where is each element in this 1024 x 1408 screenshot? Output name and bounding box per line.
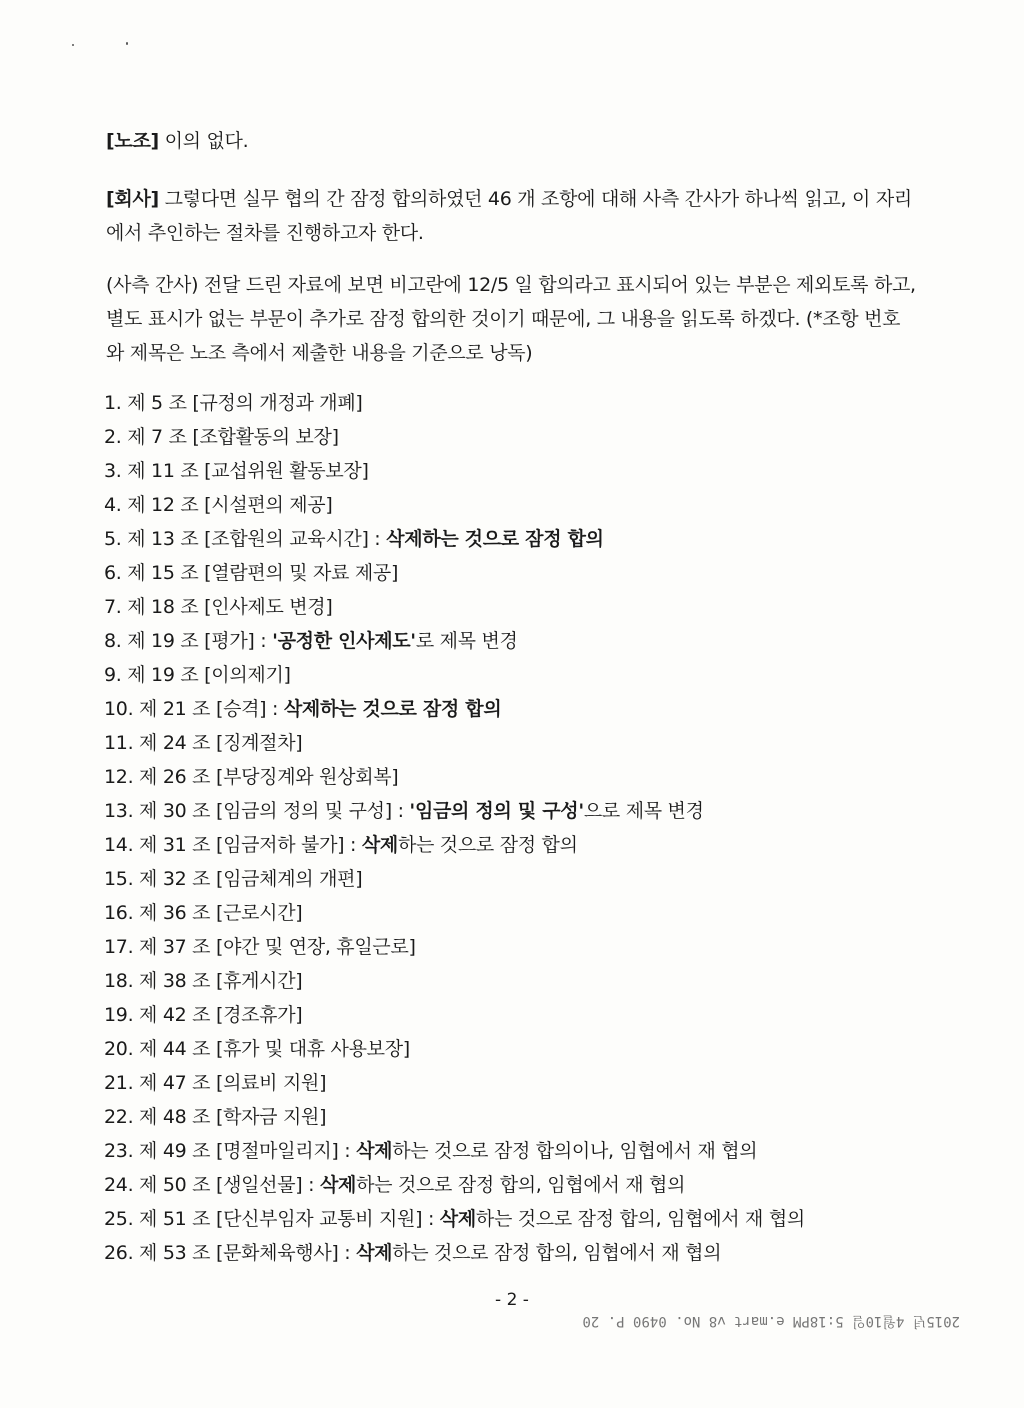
- article-note-bold: '임금의 정의 및 구성': [409, 800, 584, 822]
- article-note: 하는 것으로 잠정 합의, 임협에서 재 협의: [392, 1242, 722, 1264]
- list-item: [104, 760, 924, 794]
- article-label: 24. 제 50 조 [생일선물] :: [104, 1174, 320, 1196]
- article-label: 12. 제 26 조 [부당징계와 원상회복]: [104, 766, 399, 788]
- article-label: 1. 제 5 조 [규정의 개정과 개폐]: [104, 392, 363, 414]
- article-label: 16. 제 36 조 [근로시간]: [104, 902, 303, 924]
- list-item: [104, 828, 924, 862]
- list-item: [104, 1236, 924, 1270]
- list-item: [104, 896, 924, 930]
- list-item: [104, 1066, 924, 1100]
- article-note: 하는 것으로 잠정 합의이나, 임협에서 재 협의: [392, 1140, 758, 1162]
- article-note-bold: 삭제: [439, 1208, 476, 1230]
- article-label: 7. 제 18 조 [인사제도 변경]: [104, 596, 333, 618]
- list-item: [104, 658, 924, 692]
- article-label: 17. 제 37 조 [야간 및 연장, 휴일근로]: [104, 936, 416, 958]
- article-note-bold: 삭제: [356, 1140, 393, 1162]
- article-note-bold: 삭제: [319, 1174, 357, 1196]
- list-item: [104, 692, 924, 726]
- article-label: 14. 제 31 조 [임금저하 불가] :: [104, 834, 362, 856]
- list-item: [104, 1168, 924, 1202]
- page-number: - 2 -: [495, 1290, 529, 1310]
- list-item: [104, 964, 924, 998]
- article-note-bold: 삭제: [361, 834, 398, 856]
- list-item: [104, 1134, 924, 1168]
- list-item: [104, 454, 924, 488]
- list-item: [104, 862, 924, 896]
- scan-speck: [72, 44, 74, 46]
- article-label: 26. 제 53 조 [문화체육행사] :: [104, 1242, 357, 1264]
- article-note-bold: 삭제: [356, 1242, 393, 1264]
- list-item: [104, 420, 924, 454]
- article-label: 8. 제 19 조 [평가] :: [104, 630, 273, 652]
- article-label: 15. 제 32 조 [임금체계의 개편]: [104, 868, 363, 890]
- list-item: [104, 930, 924, 964]
- article-label: 3. 제 11 조 [교섭위원 활동보장]: [104, 460, 369, 482]
- article-note: 으로 제목 변경: [583, 800, 704, 822]
- article-label: 23. 제 49 조 [명절마일리지] :: [104, 1140, 357, 1162]
- list-item: [104, 794, 924, 828]
- article-note-bold: 삭제하는 것으로 잠정 합의: [283, 698, 502, 720]
- list-item: [104, 998, 924, 1032]
- union-statement: [106, 124, 916, 158]
- speaker-label-union: [노조]: [106, 130, 159, 152]
- article-label: 21. 제 47 조 [의료비 지원]: [104, 1072, 327, 1094]
- list-item: [104, 488, 924, 522]
- scan-speck: [126, 42, 128, 45]
- article-note-bold: 삭제하는 것으로 잠정 합의: [386, 528, 604, 550]
- list-item: [104, 386, 924, 420]
- article-label: 4. 제 12 조 [시설편의 제공]: [104, 494, 333, 516]
- article-label: 18. 제 38 조 [휴게시간]: [104, 970, 303, 992]
- article-list: [104, 386, 924, 1270]
- article-label: 2. 제 7 조 [조합활동의 보장]: [104, 426, 339, 448]
- speaker-label-company: [회사]: [106, 188, 159, 210]
- secretary-statement-text: (사측 간사) 전달 드린 자료에 보면 비고란에 12/5 일 합의라고 표시되어 있는 부분은 제외토록 하고, 별도 표시가 없는 부문이 추가로 잠정 합의한 것이기 때문에, 그 내용을 읽도록 하겠다. (*조항 번호와 제목은 노조 측에서 제출한 내용을 기준으로 낭독): [106, 274, 916, 364]
- article-note: 하는 것으로 잠정 합의, 임협에서 재 협의: [475, 1208, 805, 1230]
- company-statement-text: 그렇다면 실무 협의 간 잠정 합의하였던 46 개 조항에 대해 사측 간사가 하나씩 읽고, 이 자리에서 추인하는 절차를 진행하고자 한다.: [106, 188, 912, 244]
- list-item: [104, 726, 924, 760]
- article-label: 9. 제 19 조 [이의제기]: [104, 664, 291, 686]
- list-item: [104, 522, 924, 556]
- article-note: 하는 것으로 잠정 합의, 임협에서 재 협의: [356, 1174, 686, 1196]
- article-label: 19. 제 42 조 [경조휴가]: [104, 1004, 303, 1026]
- article-label: 5. 제 13 조 [조합원의 교육시간] :: [104, 528, 387, 550]
- list-item: [104, 590, 924, 624]
- article-label: 22. 제 48 조 [학자금 지원]: [104, 1106, 327, 1128]
- article-label: 25. 제 51 조 [단신부임자 교통비 지원] :: [104, 1208, 440, 1230]
- secretary-statement: [106, 268, 916, 370]
- list-item: [104, 624, 924, 658]
- article-note: 하는 것으로 잠정 합의: [397, 834, 578, 856]
- article-label: 6. 제 15 조 [열람편의 및 자료 제공]: [104, 562, 399, 584]
- fax-header-line: 2015년 4월10일 5:18PM e.mart ⅴ8 No. 0490 P. 20: [582, 1313, 960, 1329]
- article-note: 로 제목 변경: [415, 630, 518, 652]
- article-label: 11. 제 24 조 [징계절차]: [104, 732, 303, 754]
- list-item: [104, 1032, 924, 1066]
- company-statement: [106, 182, 916, 250]
- article-note-bold: '공정한 인사제도': [272, 630, 416, 652]
- union-statement-text: 이의 없다.: [158, 130, 249, 152]
- article-label: 10. 제 21 조 [승격] :: [104, 698, 284, 720]
- article-label: 20. 제 44 조 [휴가 및 대휴 사용보장]: [104, 1038, 410, 1060]
- list-item: [104, 556, 924, 590]
- list-item: [104, 1202, 924, 1236]
- article-label: 13. 제 30 조 [임금의 정의 및 구성] :: [104, 800, 410, 822]
- list-item: [104, 1100, 924, 1134]
